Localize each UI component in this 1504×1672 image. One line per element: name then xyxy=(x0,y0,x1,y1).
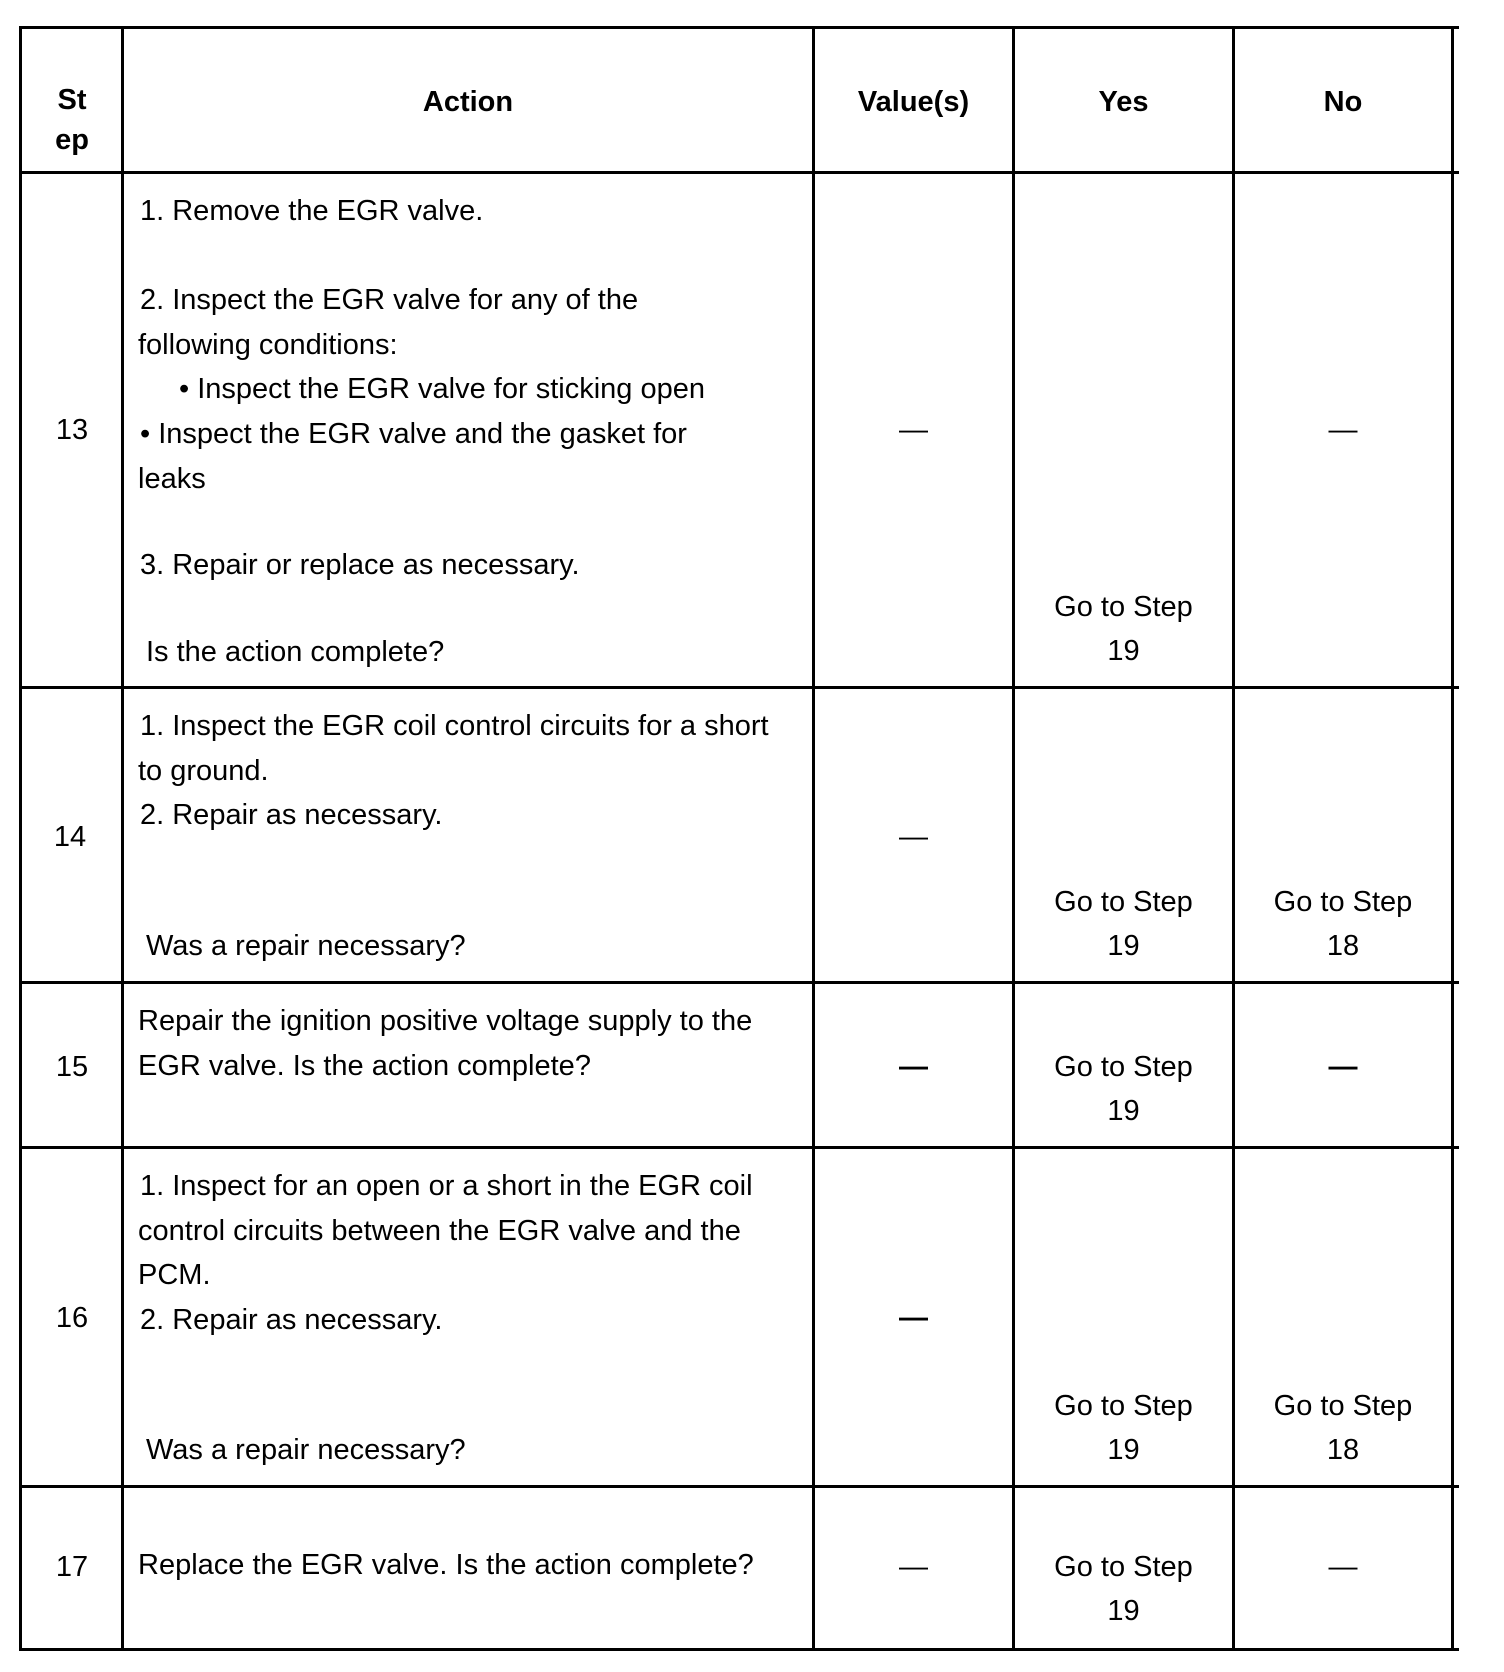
header-step-line1: St xyxy=(57,84,87,116)
action-question: Was a repair necessary? xyxy=(146,1434,466,1466)
header-yes: Yes xyxy=(1098,86,1149,118)
action-cell xyxy=(124,686,812,981)
action-line: 2. Repair as necessary. xyxy=(140,1304,443,1336)
yes-cell xyxy=(1015,1545,1232,1633)
action-question: Is the action complete? xyxy=(146,636,445,668)
action-line: following conditions: xyxy=(138,329,398,361)
no-cell xyxy=(1235,880,1451,968)
no-cell xyxy=(1235,1384,1451,1472)
value-cell: — xyxy=(899,414,928,446)
value-cell: — xyxy=(899,821,928,853)
no-cell: — xyxy=(1328,1051,1358,1083)
yes-cell xyxy=(1015,1384,1232,1472)
step-number: 15 xyxy=(55,1051,89,1083)
action-cell xyxy=(124,1146,812,1485)
header-step-line2: ep xyxy=(55,124,89,156)
action-cell xyxy=(124,1485,812,1648)
yes-step: 19 xyxy=(1107,635,1140,667)
value-cell: — xyxy=(899,1302,928,1334)
yes-cell xyxy=(1015,880,1232,968)
action-line: leaks xyxy=(138,463,206,495)
header-step xyxy=(22,80,122,160)
action-line: 1. Inspect the EGR coil control circuits for a short xyxy=(140,710,769,742)
action-line: 2. Inspect the EGR valve for any of the xyxy=(140,284,639,316)
action-line: 3. Repair or replace as necessary. xyxy=(140,549,580,581)
action-line: • Inspect the EGR valve for sticking open xyxy=(179,373,705,405)
yes-step: 19 xyxy=(1107,1095,1140,1127)
no-step: 18 xyxy=(1326,930,1360,962)
step-number: 17 xyxy=(55,1551,89,1583)
yes-step: 19 xyxy=(1107,1595,1140,1627)
yes-step: 19 xyxy=(1107,1434,1140,1466)
action-question: Was a repair necessary? xyxy=(146,930,466,962)
no-text: Go to Step xyxy=(1273,1390,1413,1422)
action-line: EGR valve. Is the action complete? xyxy=(138,1050,591,1082)
yes-text: Go to Step xyxy=(1054,1390,1193,1422)
no-cell: — xyxy=(1328,414,1358,446)
action-line: 1. Remove the EGR valve. xyxy=(140,195,484,227)
action-line: PCM. xyxy=(138,1259,211,1291)
yes-cell xyxy=(1015,1045,1232,1133)
action-line: 2. Repair as necessary. xyxy=(140,799,443,831)
yes-cell xyxy=(1015,585,1232,673)
value-cell: — xyxy=(899,1051,928,1083)
action-line: • Inspect the EGR valve and the gasket for xyxy=(140,418,687,450)
no-text: Go to Step xyxy=(1273,886,1413,918)
action-cell xyxy=(124,981,812,1146)
value-cell: — xyxy=(899,1551,928,1583)
step-number: 14 xyxy=(53,821,87,853)
no-step: 18 xyxy=(1326,1434,1360,1466)
step-number: 16 xyxy=(55,1302,89,1334)
header-values: Value(s) xyxy=(857,86,970,118)
action-line: 1. Inspect for an open or a short in the EGR coil xyxy=(140,1170,753,1202)
yes-text: Go to Step xyxy=(1054,886,1193,918)
action-line: Replace the EGR valve. Is the action complete? xyxy=(138,1549,754,1581)
action-line: Repair the ignition positive voltage supply to the xyxy=(138,1005,753,1037)
header-no: No xyxy=(1323,86,1363,118)
no-cell: — xyxy=(1328,1551,1358,1583)
header-action: Action xyxy=(422,86,514,118)
yes-text: Go to Step xyxy=(1054,591,1193,623)
yes-text: Go to Step xyxy=(1054,1551,1193,1583)
action-line: control circuits between the EGR valve and the xyxy=(138,1215,741,1247)
yes-text: Go to Step xyxy=(1054,1051,1193,1083)
step-number: 13 xyxy=(55,414,89,446)
yes-step: 19 xyxy=(1107,930,1140,962)
action-cell xyxy=(124,171,812,686)
action-line: to ground. xyxy=(138,755,269,787)
